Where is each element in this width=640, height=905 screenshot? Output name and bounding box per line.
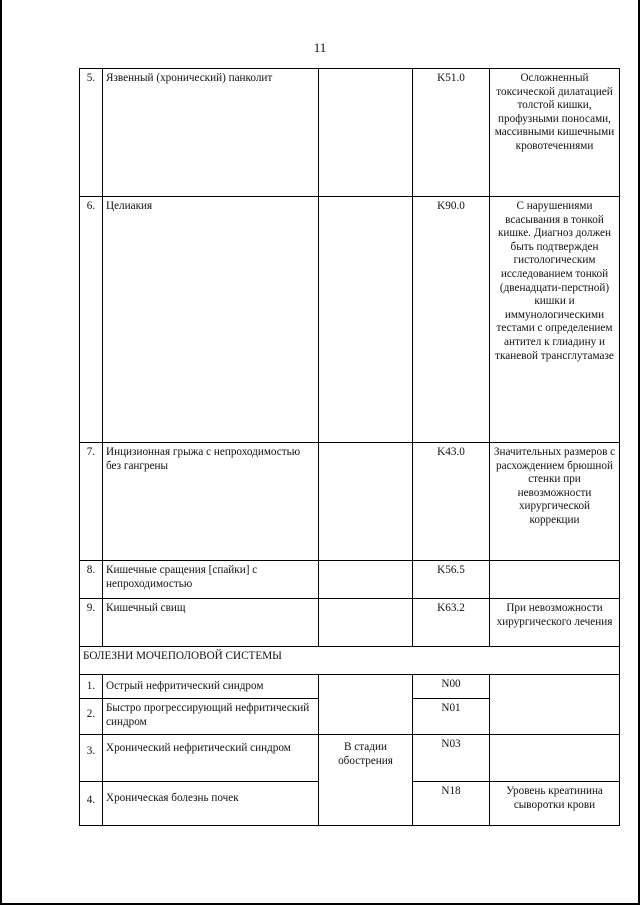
condition-note [490,675,620,735]
row-number: 8. [80,561,103,599]
icd-code: N18 [413,782,490,826]
row-number: 1. [80,675,103,699]
stage-cell [319,599,413,647]
disease-name: Хронический нефритический синдром [103,735,319,782]
stage-cell [319,561,413,599]
table-row [80,69,620,197]
table-row [80,675,620,699]
stage-cell [319,675,413,735]
table-row [80,599,620,647]
condition-note: Значительных размеров с расхождением брюшной стенки при невозможности хирургической коррекции [490,443,620,561]
disease-name: Язвенный (хронический) панколит [103,69,319,197]
icd-code: N03 [413,735,490,782]
condition-note: Уровень креатинина сыворотки крови [490,782,620,826]
table-row [80,561,620,599]
condition-note [490,735,620,782]
stage-cell: В стадии обострения [319,735,413,826]
condition-note: Осложненный токсической дилатацией толстой кишки, профузными поносами, массивными кишечными кровотечениями [490,69,620,197]
scan-edge-left [0,0,2,905]
stage-cell [319,197,413,443]
page-number: 11 [313,40,327,55]
row-number: 6. [80,197,103,443]
table-row [80,443,620,561]
table-row [80,197,620,443]
table-row [80,735,620,782]
icd-code: N00 [413,675,490,699]
icd-code: K43.0 [413,443,490,561]
condition-note: При невозможности хирургического лечения [490,599,620,647]
row-number: 2. [80,699,103,735]
stage-cell [319,69,413,197]
section-header-row [80,647,620,675]
disease-name: Острый нефритический синдром [103,675,319,699]
icd-code: K51.0 [413,69,490,197]
row-number: 5. [80,69,103,197]
condition-note [490,561,620,599]
disease-name: Инцизионная грыжа с непроходимостью без гангрены [103,443,319,561]
icd-code: K56.5 [413,561,490,599]
icd-code: K90.0 [413,197,490,443]
row-number: 3. [80,735,103,782]
disease-name: Кишечный свищ [103,599,319,647]
disease-name: Целиакия [103,197,319,443]
condition-note: С нарушениями всасывания в тонкой кишке. Диагноз должен быть подтвержден гистологическим исследованием тонкой (двенадцати-перстной) кишки и иммунологическими тестами с определением антител к глиадину и тканевой трансглутамазе [490,197,620,443]
section-title: БОЛЕЗНИ МОЧЕПОЛОВОЙ СИСТЕМЫ [80,647,620,675]
disease-name: Хроническая болезнь почек [103,782,319,826]
row-number: 7. [80,443,103,561]
icd-code: N01 [413,699,490,735]
row-number: 4. [80,782,103,826]
disease-name: Кишечные сращения [спайки] с непроходимостью [103,561,319,599]
stage-cell [319,443,413,561]
icd-code: K63.2 [413,599,490,647]
disease-name: Быстро прогрессирующий нефритический синдром [103,699,319,735]
disease-table [79,68,620,826]
row-number: 9. [80,599,103,647]
